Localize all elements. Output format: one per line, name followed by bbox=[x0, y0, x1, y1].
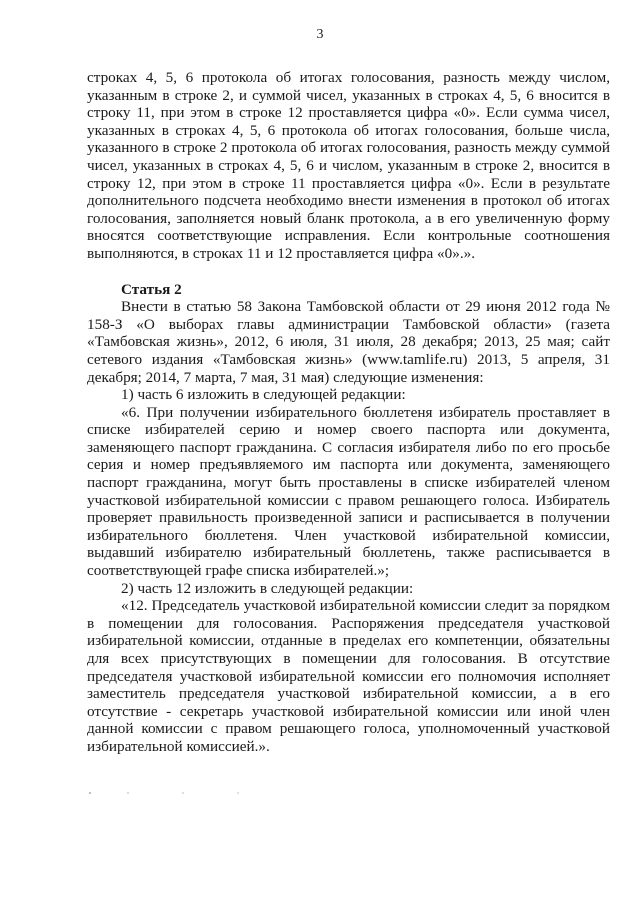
item-1-intro: 1) часть 6 изложить в следующей редакции: bbox=[121, 386, 406, 404]
paragraph-amendment-intro: Внести в статью 58 Закона Тамбовской области от 29 июня 2012 года № 158-З «О выборах главы администрации Тамбовской области» (газета «Тамбовская жизнь», 2012, 6 июля, 31 июля, 28 декабря; 2013, 25 мая; сайт сетевого издания «Тамбовская жизнь» (www.tamlife.ru) 2013, 5 апреля, 31 декабря; 2014, 7 марта, 7 мая, 31 мая) следующие изменения: bbox=[87, 298, 610, 386]
item-2-text: «12. Председатель участковой избирательной комиссии следит за порядком в помещении для голосования. Распоряжения председателя участковой избирательной комиссии, отданные в пределах его компетенции, обязательны для всех присутствующих в помещении для голосования. В отсутствие председателя участковой избирательной комиссии его полномочия исполняет заместитель председателя участковой избирательной комиссии, а в его отсутствие - секретарь участковой избирательной комиссии или иной член данной комиссии с правом решающего голоса, уполномоченный участковой избирательной комиссией.». bbox=[87, 597, 610, 755]
paragraph-continuation: строках 4, 5, 6 протокола об итогах голосования, разность между числом, указанным в строке 2, и суммой чисел, указанных в строках 4, 5, 6 вносится в строку 11, при этом в строке 12 проставляется цифра «0». Если сумма чисел, указанных в строках 4, 5, 6 протокола об итогах голосования, больше числа, указанного в строке 2 протокола об итогах голосования, разность между суммой чисел, указанных в строках 4, 5, 6 и числом, указанным в строке 2, вносится в строку 12, при этом в строке 11 проставляется цифра «0». Если в результате дополнительного подсчета необходимо внести изменения в протокол об итогах голосования, заполняется новый бланк протокола, а в его увеличенную форму вносятся соответствующие исправления. Если контрольные соотношения выполняются, в строках 11 и 12 проставляется цифра «0».». bbox=[87, 69, 610, 262]
document-body bbox=[87, 69, 610, 756]
scan-specks bbox=[88, 791, 288, 795]
page-number: 3 bbox=[316, 27, 324, 42]
item-2-intro: 2) часть 12 изложить в следующей редакции: bbox=[121, 579, 414, 597]
article-heading: Статья 2 bbox=[121, 280, 182, 298]
item-1-text: «6. При получении избирательного бюллетеня избиратель проставляет в списке избирателей серию и номер своего паспорта или документа, заменяющего паспорт гражданина. С согласия избирателя либо по его просьбе серия и номер предъявляемого им паспорта или документа, заменяющего паспорт гражданина, могут быть проставлены в списке избирателей членом участковой избирательной комиссии с правом решающего голоса. Избиратель проверяет правильность произведенной записи и расписывается в получении избирательного бюллетеня. Член участковой избирательной комиссии, выдавший избирателю избирательный бюллетень, также расписывается в соответствующей графе списка избирателей.»; bbox=[87, 403, 610, 580]
